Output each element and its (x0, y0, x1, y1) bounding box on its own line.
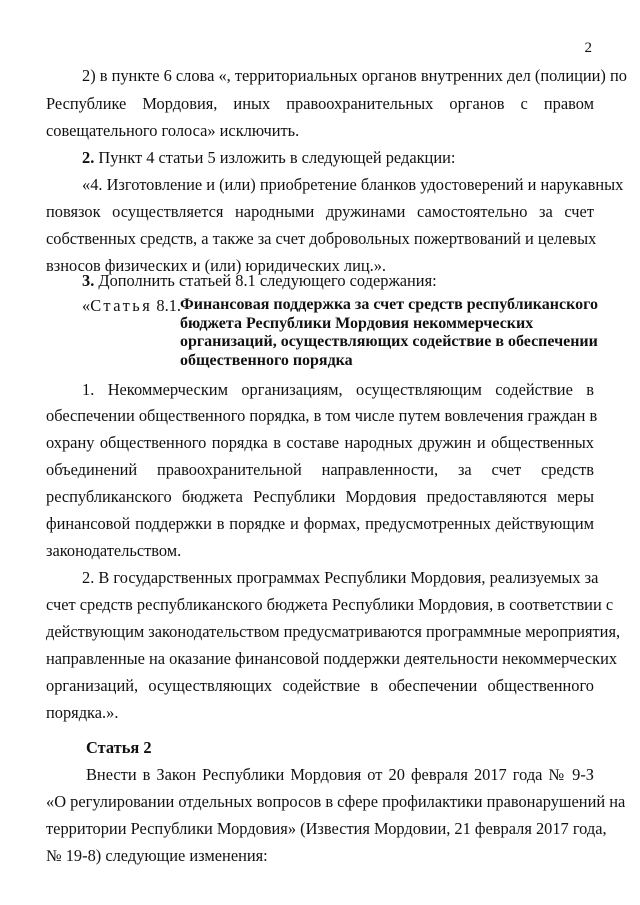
text-line: объединений правоохранительной направленности, за счет средств (46, 460, 594, 479)
text-line: повязок осуществляется народными дружинами самостоятельно за счет (46, 202, 594, 221)
item-number: 3. (82, 271, 95, 290)
text-line: 2. В государственных программах Республики Мордовия, реализуемых за (82, 568, 599, 587)
text-line: Внести в Закон Республики Мордовия от 20 февраля 2017 года № 9-З (86, 765, 594, 784)
text-line: законодательством. (46, 541, 182, 560)
article-word: Статья (90, 296, 153, 315)
article-title: Финансовая поддержка за счет средств республиканского бюджета Республики Мордовия некоммерческих организаций, осуществляющих содействие в обеспечении общественного порядка (180, 296, 598, 369)
item-text: Пункт 4 статьи 5 изложить в следующей редакции: (94, 148, 456, 167)
text-line: Республике Мордовия, иных правоохранительных органов с правом (46, 94, 594, 113)
text-line (82, 148, 630, 168)
text-line: совещательного голоса» исключить. (46, 121, 300, 140)
text-line: охрану общественного порядка в составе народных дружин и общественных (46, 433, 594, 452)
text-line: «4. Изготовление и (или) приобретение бланков удостоверений и нарукавных (82, 175, 624, 194)
text-line: организаций, осуществляющих содействие в обеспечении общественного (46, 676, 594, 695)
text-line: № 19-8) следующие изменения: (46, 846, 268, 865)
article-label: «Статья 8.1. (82, 296, 181, 315)
text-line: обеспечении общественного порядка, в том числе путем вовлечения граждан в (46, 406, 598, 425)
text-line: территории Республики Мордовия» (Известия Мордовии, 21 февраля 2017 года, (46, 819, 607, 838)
item-text: Дополнить статьей 8.1 следующего содержания: (94, 271, 437, 290)
text-line: действующим законодательством предусматриваются программные мероприятия, (46, 622, 621, 641)
text-line: республиканского бюджета Республики Мордовия предоставляются меры (46, 487, 594, 506)
page-number: 2 (584, 40, 592, 56)
text-line: 1. Некоммерческим организациям, осуществляющим содействие в (82, 380, 594, 399)
text-line: 2) в пункте 6 слова «, территориальных органов внутренних дел (полиции) по (82, 66, 627, 85)
text-line (82, 271, 630, 291)
text-line: счет средств республиканского бюджета Республики Мордовия, в соответствии с (46, 595, 614, 614)
article-number: 8.1. (152, 296, 181, 315)
text-line: порядка.». (46, 703, 119, 722)
article-heading: Статья 2 (86, 738, 152, 757)
item-number: 2. (82, 148, 95, 167)
text-line: направленные на оказание финансовой поддержки деятельности некоммерческих (46, 649, 618, 668)
text-line: взносов физических и (или) юридических лиц.». (46, 256, 387, 275)
text-line: финансовой поддержки в порядке и формах, предусмотренных действующим (46, 514, 594, 533)
text-line: собственных средств, а также за счет добровольных пожертвований и целевых (46, 229, 597, 248)
text-line: «О регулировании отдельных вопросов в сфере профилактики правонарушений на (46, 792, 626, 811)
